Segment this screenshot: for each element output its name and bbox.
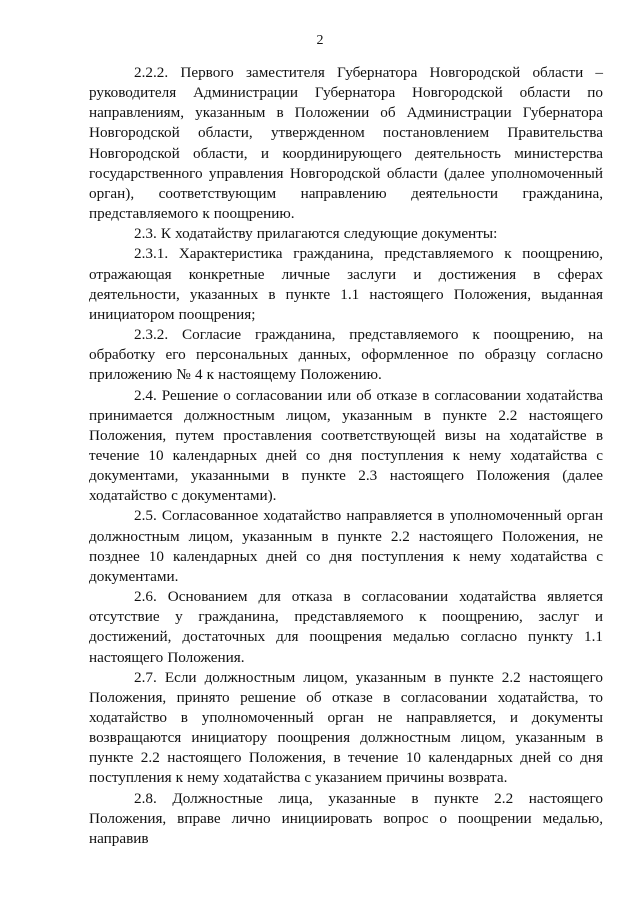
paragraph-2-6: 2.6. Основанием для отказа в согласовании ходатайства является отсутствие у гражданина, представляемого к поощрению, заслуг и достижений, достаточных для поощрения медалью согласно пункту 1.1 настоящего Положения. xyxy=(89,588,603,666)
paragraph-2-4: 2.4. Решение о согласовании или об отказе в согласовании ходатайства принимается должностным лицом, указанным в пункте 2.2 настоящего Положения, путем проставления соответствующей визы на ходатайстве в течение 10 календарных дней со дня поступления к нему ходатайства с документами, указанными в пункте 2.3 настоящего Положения (далее ходатайство с документами). xyxy=(89,386,603,505)
paragraph-2-8: 2.8. Должностные лица, указанные в пункте 2.2 настоящего Положения, вправе лично инициировать вопрос о поощрении медалью, направив xyxy=(89,789,603,847)
document-body xyxy=(89,63,603,849)
page-number: 2 xyxy=(316,33,324,48)
paragraph-2-3: 2.3. К ходатайству прилагаются следующие документы: xyxy=(134,225,498,243)
paragraph-2-5: 2.5. Согласованное ходатайство направляется в уполномоченный орган должностным лицом, указанным в пункте 2.2 настоящего Положения, не позднее 10 календарных дней со дня поступления к нему ходатайства с документами. xyxy=(89,507,603,585)
paragraph-2-7: 2.7. Если должностным лицом, указанным в пункте 2.2 настоящего Положения, принято решение об отказе в согласовании ходатайства, то ходатайство в уполномоченный орган не направляется, и документы возвращаются инициатору поощрения должностным лицом, указанным в пункте 2.2 настоящего Положения, в течение 10 календарных дней со дня поступления к нему ходатайства с указанием причины возврата. xyxy=(89,668,603,787)
paragraph-2-2-2: 2.2.2. Первого заместителя Губернатора Новгородской области – руководителя Администрации Губернатора Новгородской области по направлениям, указанным в Положении об Администрации Губернатора Новгородской области, утвержденном постановлением Правительства Новгородской области, и координирующего деятельность министерства государственного управления Новгородской области (далее уполномоченный орган), соответствующим направлению деятельности гражданина, представляемого к поощрению. xyxy=(89,64,603,223)
paragraph-2-3-1: 2.3.1. Характеристика гражданина, представляемого к поощрению, отражающая конкретные личные заслуги и достижения в сферах деятельности, указанных в пункте 1.1 настоящего Положения, выданная инициатором поощрения; xyxy=(89,245,603,323)
paragraph-2-3-2: 2.3.2. Согласие гражданина, представляемого к поощрению, на обработку его персональных данных, оформленное по образцу согласно приложению № 4 к настоящему Положению. xyxy=(89,326,603,384)
